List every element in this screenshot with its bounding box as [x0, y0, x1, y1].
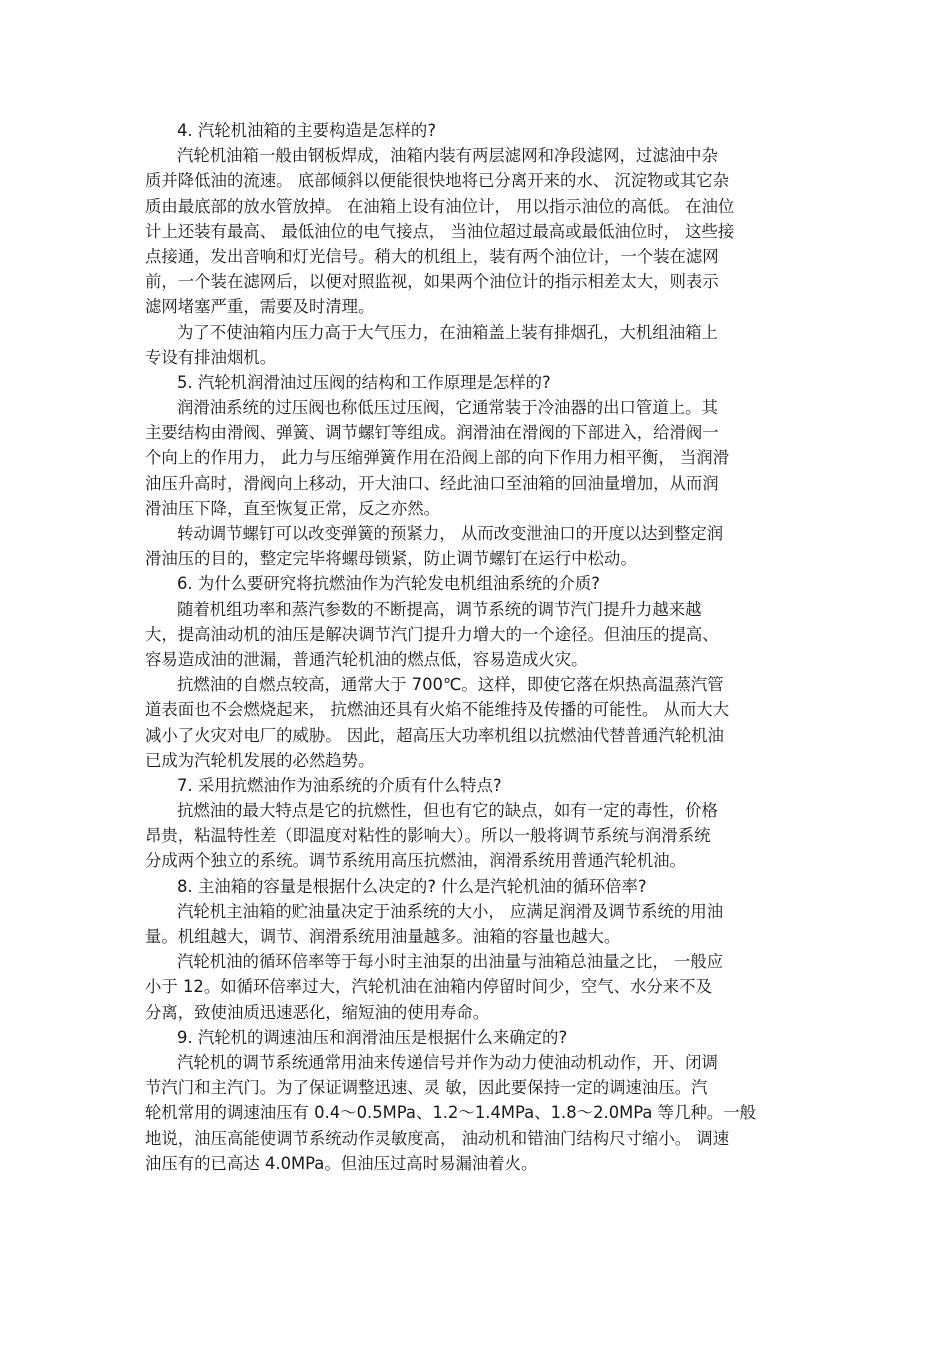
qa-section	[145, 1025, 810, 1176]
text-line: 为了不使油箱内压力高于大气压力，在油箱盖上装有排烟孔，大机组油箱上	[177, 322, 718, 342]
text-line: 分成两个独立的系统。调节系统用高压抗燃油，润滑系统用普通汽轮机油。	[145, 851, 686, 871]
text-line: 抗燃油的自燃点较高，通常大于 700℃。这样，即使它落在炽热高温蒸汽管	[177, 675, 724, 695]
qa-section	[145, 773, 810, 874]
text-line: 汽轮机的调节系统通常用油来传递信号并作为动力使油动机动作，开、闭调	[177, 1052, 718, 1072]
text-line: 汽轮机油箱一般由钢板焊成，油箱内装有两层滤网和净段滤网，过滤油中杂	[177, 146, 718, 166]
text-line: 滑油压的目的，整定完毕将螺母锁紧，防止调节螺钉在运行中松动。	[145, 549, 637, 569]
text-line: 容易造成油的泄漏，普通汽轮机油的燃点低，容易造成火灾。	[145, 649, 588, 669]
answer-paragraph	[145, 949, 810, 1025]
text-line: 小于 12。如循环倍率过大，汽轮机油在油箱内停留时间少，空气、水分来不及	[145, 977, 712, 997]
text-line: 油压升高时，滑阀向上移动，开大油口、经此油口至油箱的回油量增加，从而润	[145, 473, 719, 493]
text-line: 质并降低油的流速。 底部倾斜以便能很快地将已分离开来的水、 沉淀物或其它杂	[145, 171, 730, 191]
text-line: 量。机组越大，调节、润滑系统用油量越多。油箱的容量也越大。	[145, 927, 621, 946]
text-line: 汽轮机主油箱的贮油量决定于油系统的大小， 应满足润滑及调节系统的用油	[177, 901, 724, 921]
text-line: 润滑油系统的过压阀也称低压过压阀，它通常装于冷油器的出口管道上。其	[177, 398, 718, 418]
qa-section	[145, 118, 810, 370]
question-heading: 6. 为什么要研究将抗燃油作为汽轮发电机组油系统的介质?	[177, 574, 600, 594]
text-line: 滑油压下降，直至恢复正常，反之亦然。	[145, 498, 441, 518]
text-line: 计上还装有最高、 最低油位的电气接点， 当油位超过最高或最低油位时， 这些接	[145, 221, 735, 241]
question-heading: 5. 汽轮机润滑油过压阀的结构和工作原理是怎样的?	[177, 372, 551, 392]
question-heading: 9. 汽轮机的调速油压和润滑油压是根据什么来确定的?	[177, 1027, 568, 1047]
text-line: 个向上的作用力， 此力与压缩弹簧作用在沿阀上部的向下作用力相平衡， 当润滑	[145, 448, 730, 468]
qa-section	[145, 571, 810, 773]
text-line: 道表面也不会燃烧起来， 抗燃油还具有火焰不能维持及传播的可能性。 从而大大	[145, 700, 730, 720]
text-line: 汽轮机油的循环倍率等于每小时主油泵的出油量与油箱总油量之比， 一般应	[177, 952, 724, 972]
text-line: 已成为汽轮机发展的必然趋势。	[145, 750, 375, 770]
text-line: 主要结构由滑阀、弹簧、调节螺钉等组成。润滑油在滑阀的下部进入，给滑阀一	[145, 423, 719, 443]
question-heading: 8. 主油箱的容量是根据什么决定的? 什么是汽轮机油的循环倍率?	[177, 876, 647, 896]
answer-paragraph	[145, 672, 810, 773]
question-heading: 7. 采用抗燃油作为油系统的介质有什么特点?	[177, 775, 502, 795]
text-line: 轮机常用的调速油压有 0.4～0.5MPa、1.2～1.4MPa、1.8～2.0MPa 等几种。一般	[145, 1103, 757, 1123]
answer-paragraph	[145, 395, 810, 521]
text-line: 前，一个装在滤网后，以便对照监视，如果两个油位计的指示相差太大，则表示	[145, 272, 719, 292]
text-line: 质由最底部的放水管放掉。 在油箱上设有油位计， 用以指示油位的高低。 在油位	[145, 196, 735, 216]
answer-paragraph	[145, 521, 810, 571]
answer-paragraph	[145, 597, 810, 673]
answer-paragraph	[145, 320, 810, 370]
answer-paragraph	[145, 1050, 810, 1176]
text-line: 减小了火灾对电厂的威胁。 因此，超高压大功率机组以抗燃油代替普通汽轮机油	[145, 725, 724, 745]
text-line: 大，提高油动机的油压是解决调节汽门提升力增大的一个途径。但油压的提高、	[145, 624, 719, 644]
text-line: 分离，致使油质迅速恶化，缩短油的使用寿命。	[145, 1002, 490, 1022]
text-line: 昂贵，粘温特性差（即温度对粘性的影响大）。所以一般将调节系统与润滑系统	[145, 826, 711, 846]
text-line: 油压有的已高达 4.0MPa。但油压过高时易漏油着火。	[145, 1153, 538, 1173]
answer-paragraph	[145, 899, 810, 949]
answer-paragraph	[145, 143, 810, 319]
text-line: 转动调节螺钉可以改变弹簧的预紧力， 从而改变泄油口的开度以达到整定润	[177, 524, 724, 543]
answer-paragraph	[145, 798, 810, 874]
text-line: 节汽门和主汽门。为了保证调整迅速、灵 敏，因此要保持一定的调速油压。汽	[145, 1078, 708, 1098]
text-line: 滤网堵塞严重，需要及时清理。	[145, 297, 375, 317]
text-line: 专设有排油烟机。	[145, 347, 277, 367]
qa-section	[145, 874, 810, 1025]
text-line: 抗燃油的最大特点是它的抗燃性，但也有它的缺点，如有一定的毒性，价格	[177, 801, 718, 821]
question-heading: 4. 汽轮机油箱的主要构造是怎样的?	[177, 121, 437, 140]
qa-section	[145, 370, 810, 572]
text-line: 地说，油压高能使调节系统动作灵敏度高， 油动机和错油门结构尺寸缩小。 调速	[145, 1128, 730, 1148]
text-line: 点接通，发出音响和灯光信号。稍大的机组上，装有两个油位计，一个装在滤网	[145, 246, 719, 266]
text-line: 随着机组功率和蒸汽参数的不断提高，调节系统的调节汽门提升力越来越	[177, 599, 702, 619]
document-body	[145, 118, 810, 1176]
